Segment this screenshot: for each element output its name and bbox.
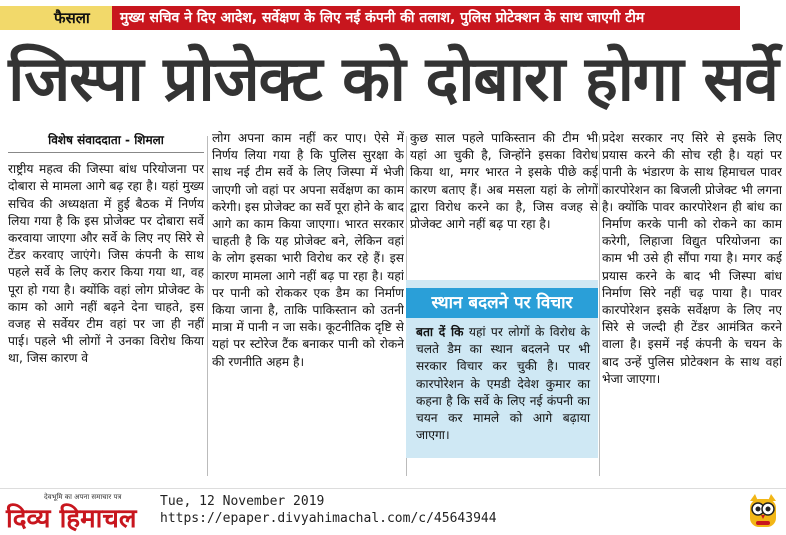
article-column-3 [410,130,598,275]
footer [0,488,786,533]
logo-text: दिव्य हिमाचल [6,504,137,534]
column-1-text: राष्ट्रीय महत्व की जिस्पा बांध परियोजना पर दोबारा से मामला आगे बढ़ रहा है। यहां मुख्य सचिव की अध्यक्षता में हुई बैठक में निर्णय लिया गया है कि इस प्रोजेक्ट पर दोबारा सर्वे करवाया जाएगा और सर्वे के लिए नए सिरे से टेंडर करवाए जाएंगे। जिस कंपनी के साथ पहले सर्वे के लिए करार किया गया था, वह पूरा हो गया है। क्योंकि वहां लोग प्रोजेक्ट के काम को आगे नहीं बढ़ने देना चाहते, इस वजह से सर्वेयर टीम वहां पर जा ही नहीं पाई। पहले भी लोगों ने उनका विरोध किया था, जिस कारण वे [8,162,204,366]
article-column-4 [602,130,782,490]
edition-date: Tue, 12 November 2019 [160,494,325,509]
box-text [416,324,590,444]
logo-tagline: देवभूमि का अपना समाचार पत्र [44,493,122,501]
column-divider [207,136,208,476]
headline: जिस्पा प्रोजेक्ट को दोबारा होगा सर्वे [8,42,778,115]
sidebar-box [406,280,598,458]
source-url[interactable]: https://epaper.divyahimachal.com/c/45643944 [160,511,497,526]
box-lead: बता दें कि [416,325,464,339]
article-column-1 [8,132,204,480]
owl-icon [746,493,780,529]
subheadline: मुख्य सचिव ने दिए आदेश, सर्वेक्षण के लिए नई कंपनी की तलाश, पुलिस प्रोटेक्शन के साथ जाएगी टीम [112,6,740,30]
column-4-text: प्रदेश सरकार नए सिरे से इसके लिए प्रयास करने की सोच रही है। यहां पर पानी के भंडारण के साथ हिमाचल पावर कारपोरेशन का बिजली प्रोजेक्ट भी लगना है। क्योंकि पावर कारपोरेशन ही बांध का निर्माण करके पानी को रोकने का काम करेगी, लिहाजा विद्युत परियोजना का काम भी उसे ही सौंपा गया है। मगर कई प्रयास करने के बाद भी जिस्पा बांध निर्माण सिरे नहीं चढ़ पाया है। पावर कारपोरेशन इसके सर्वेक्षण के लिए नए सिरे से जल्दी ही टेंडर आमंत्रित करने वाला है। इसमें नई कंपनी के चयन के बाद उन्हें पुलिस प्रोटेक्शन के साथ वहां भेजा जाएगा। [602,131,782,386]
column-3-text: कुछ साल पहले पाकिस्तान की टीम भी यहां आ चुकी है, जिन्होंने इसका विरोध किया था, मगर भारत ने इसके पीछे कई कारण बताए हैं। अब मसला यहां के लोगों द्वारा विरोध करने का है, जिस वजह से प्रोजेक्ट आगे नहीं बढ़ पा रहा है। [410,131,598,232]
box-title: स्थान बदलने पर विचार [406,288,598,318]
topic-bar [0,6,740,30]
box-body-text: यहां पर लोगों के विरोध के चलते डैम का स्थान बदलने पर भी सरकार विचार कर चुकी है। पावर कारपोरेशन के एमडी देवेश कुमार का कहना है कि सर्वे के लिए नई कंपनी का चयन कर मामले को आगे बढ़ाया जाएगा। [416,325,590,443]
column-divider [599,136,600,476]
newspaper-logo[interactable] [6,493,156,534]
byline: विशेष संवाददाता - शिमला [8,132,204,153]
article-column-2 [212,130,404,456]
column-2-text: लोग अपना काम नहीं कर पाए। ऐसे में निर्णय लिया गया है कि पुलिस सुरक्षा के साथ नई टीम सर्वे के लिए जिस्पा में भेजी जाएगी जो वहां पर अपना सर्वेक्षण का काम करेगी। इस प्रोजेक्ट का सर्वे पूरा होने के बाद आगे का काम किया जाएगा। भारत सरकार चाहती है कि यह प्रोजेक्ट बने, लेकिन वहां के लोग इसका भारी विरोध कर रहे हैं। इस कारण मामला आगे नहीं बढ़ पा रहा है। यहां पर पानी को रोककर एक डैम का निर्माण किया जाना है, ताकि पाकिस्तान को उतनी मात्रा में पानी न जा सके। कूटनीतिक दृष्टि से यहां पर स्टोरेज टैंक बनाकर पानी को रोकने की रणनीति अहम है। [212,131,404,369]
topic-tag: फैसला [0,6,112,30]
